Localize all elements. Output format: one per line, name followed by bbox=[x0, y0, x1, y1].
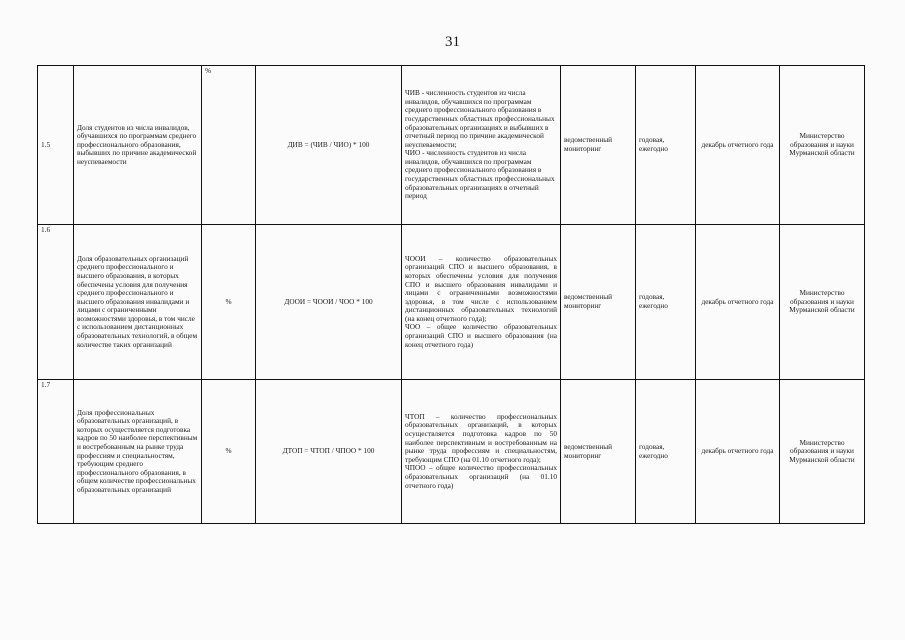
row-number: 1.7 bbox=[38, 380, 74, 524]
periodicity: годовая, ежегодно bbox=[636, 225, 696, 380]
indicator-description bbox=[402, 66, 561, 225]
data-source: ведомственный мониторинг bbox=[561, 380, 636, 524]
responsible-body: Министерство образования и науки Мурманской области bbox=[780, 225, 865, 380]
page-number: 31 bbox=[445, 34, 460, 50]
deadline: декабрь отчетного года bbox=[696, 225, 780, 380]
indicator-formula: ДООИ = ЧООИ / ЧОО * 100 bbox=[256, 225, 402, 380]
data-source: ведомственный мониторинг bbox=[561, 66, 636, 225]
indicator-name: Доля образовательных организаций среднего профессионального и высшего образования, в которых обеспечены условия для получения среднего профессионального и высшего образования инвалидами и лицами с ограниченными возможностями здоровья, в том числе с использованием дистанционных образовательных технологий, в общем количестве таких организаций bbox=[74, 225, 202, 380]
description-part: ЧТОП – количество профессиональных образовательных организаций, в которых осуществляется подготовка кадров по 50 наиболее перспективным и востребованным на рынке труда профессиям и специальностям, требующим СПО (на 01.10 отчетного года); bbox=[405, 411, 557, 464]
description-part: ЧПОО – общее количество профессиональных образовательных организаций (на 01.10 отчетного года) bbox=[405, 463, 557, 490]
description-part: ЧООИ – количество образовательных организаций СПО и высшего образования, в которых обеспечены условия для получения СПО и высшего образования инвалидами и лицами с ограниченными возможностями здоровья, в том числе с использованием дистанционных образовательных технологий (на конец отчетного года); bbox=[405, 253, 557, 323]
responsible-body: Министерство образования и науки Мурманской области bbox=[780, 66, 865, 225]
indicator-description bbox=[402, 225, 561, 380]
indicator-unit: % bbox=[202, 380, 256, 524]
data-source: ведомственный мониторинг bbox=[561, 225, 636, 380]
periodicity: годовая, ежегодно bbox=[636, 380, 696, 524]
row-number: 1.6 bbox=[38, 225, 74, 380]
table-row bbox=[38, 380, 865, 524]
indicators-table bbox=[37, 65, 865, 524]
row-number: 1.5 bbox=[38, 66, 74, 225]
description-part: ЧОО – общее количество образовательных организаций СПО и высшего образования (на конец отчетного года) bbox=[405, 322, 557, 349]
table-row bbox=[38, 66, 865, 225]
table-row bbox=[38, 225, 865, 380]
description-part: ЧИО - численность студентов из числа инвалидов, обучавшихся по программам среднего профессионального образования в государственных областных профессиональных образовательных организациях в отчетный период bbox=[405, 148, 555, 201]
indicator-description bbox=[402, 380, 561, 524]
deadline: декабрь отчетного года bbox=[696, 66, 780, 225]
indicator-name: Доля профессиональных образовательных организаций, в которых осуществляется подготовка кадров по 50 наиболее перспективным и востребованным на рынке труда профессиям и специальностям, требующим среднего профессионального образования, в общем количестве профессиональных образовательных организаций bbox=[74, 380, 202, 524]
indicator-formula: ДТОП = ЧТОП / ЧПОО * 100 bbox=[256, 380, 402, 524]
indicator-unit: % bbox=[202, 225, 256, 380]
indicator-name: Доля студентов из числа инвалидов, обучавшихся по программам среднего профессионального образования, выбывших по причине академической неуспеваемости bbox=[74, 66, 202, 225]
responsible-body: Министерство образования и науки Мурманской области bbox=[780, 380, 865, 524]
deadline: декабрь отчетного года bbox=[696, 380, 780, 524]
indicator-formula: ДИВ = (ЧИВ / ЧИО) * 100 bbox=[256, 66, 402, 225]
periodicity: годовая, ежегодно bbox=[636, 66, 696, 225]
indicator-unit: % bbox=[202, 66, 256, 225]
description-part: ЧИВ - численность студентов из числа инвалидов, обучавшихся по программам среднего профессионального образования в государственных областных профессиональных образовательных организациях и выбывших в отчетный период по причине академической неуспеваемости; bbox=[405, 88, 555, 149]
